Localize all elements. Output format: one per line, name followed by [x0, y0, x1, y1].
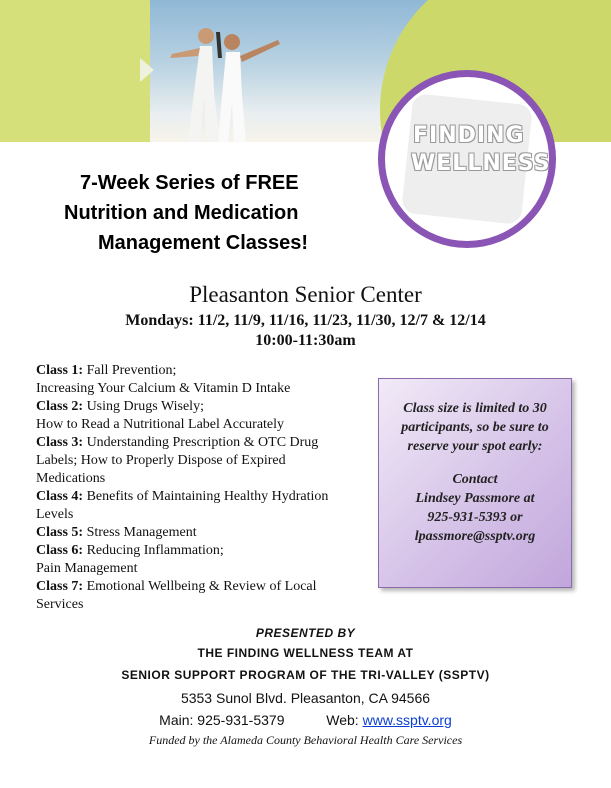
venue-name: Pleasanton Senior Center	[189, 282, 422, 307]
class-text: How to Read a Nutritional Label Accurately	[36, 417, 285, 432]
class-text: Services	[36, 597, 84, 612]
class-text: Reducing Inflammation;	[86, 543, 224, 558]
decorative-wedge	[140, 58, 154, 82]
class-item-line	[36, 416, 376, 434]
class-text: Labels; How to Properly Dispose of Expired	[36, 453, 286, 468]
class-text: Emotional Wellbeing & Review of Local	[86, 579, 317, 594]
class-item-line	[36, 596, 376, 614]
class-label: Class 2:	[36, 399, 84, 414]
website-link[interactable]: www.ssptv.org	[362, 712, 452, 728]
class-text: Fall Prevention;	[86, 363, 177, 378]
class-text: Understanding Prescription & OTC Drug	[86, 435, 319, 450]
class-label: Class 7:	[36, 579, 84, 594]
logo-text-finding: FINDING	[413, 123, 525, 148]
presented-by: PRESENTED BY	[255, 626, 356, 640]
class-text: Medications	[36, 471, 106, 486]
class-item-line	[36, 524, 376, 542]
headline	[50, 168, 380, 258]
logo-text-wellness: WELLNESS	[411, 151, 551, 176]
class-dates: Mondays: 11/2, 11/9, 11/16, 11/23, 11/30, 12/7 & 12/14	[125, 312, 486, 329]
class-item-line	[36, 398, 376, 416]
contact-line	[0, 712, 611, 728]
contact-label: Contact	[452, 472, 498, 487]
class-item-line	[36, 380, 376, 398]
contact-name: Lindsey Passmore at	[415, 491, 535, 506]
class-label: Class 1:	[36, 363, 84, 378]
class-item-line	[36, 362, 376, 380]
class-text: Pain Management	[36, 561, 138, 576]
class-item-line	[36, 506, 376, 524]
class-item-line	[36, 434, 376, 452]
class-text: Using Drugs Wisely;	[86, 399, 204, 414]
callout-text: Class size is limited to 30 participants, so be sure to reserve your spot early:	[401, 401, 549, 454]
class-item-line	[36, 542, 376, 560]
contact-block	[379, 470, 571, 546]
class-text: Benefits of Maintaining Healthy Hydration	[86, 489, 329, 504]
organization-name: SENIOR SUPPORT PROGRAM OF THE TRI-VALLEY (SSPTV)	[121, 668, 490, 682]
address: 5353 Sunol Blvd. Pleasanton, CA 94566	[180, 690, 431, 706]
class-list	[36, 362, 376, 614]
main-phone: 925-931-5379	[197, 712, 285, 728]
team-name: THE FINDING WELLNESS TEAM AT	[197, 646, 414, 660]
class-item-line	[36, 578, 376, 596]
class-label: Class 3:	[36, 435, 84, 450]
class-label: Class 4:	[36, 489, 84, 504]
headline-line-3: Management Classes!	[98, 232, 309, 254]
web-label: Web:	[326, 712, 359, 728]
class-item-line	[36, 560, 376, 578]
class-item-line	[36, 470, 376, 488]
contact-phone: 925-931-5393 or	[427, 510, 523, 525]
class-label: Class 6:	[36, 543, 84, 558]
class-text: Stress Management	[86, 525, 197, 540]
class-time: 10:00-11:30am	[255, 332, 356, 349]
class-item-line	[36, 488, 376, 506]
class-item-line	[36, 452, 376, 470]
finding-wellness-logo	[378, 70, 556, 248]
contact-email[interactable]: lpassmore@ssptv.org	[414, 529, 536, 544]
class-text: Levels	[36, 507, 74, 522]
main-label: Main:	[159, 712, 194, 728]
funding-note: Funded by the Alameda County Behavioral Health Care Services	[148, 733, 463, 747]
registration-callout	[378, 378, 572, 588]
headline-line-1: 7-Week Series of FREE	[80, 172, 299, 194]
class-label: Class 5:	[36, 525, 84, 540]
class-text: Increasing Your Calcium & Vitamin D Intake	[36, 381, 291, 396]
headline-line-2: Nutrition and Medication	[64, 202, 299, 224]
